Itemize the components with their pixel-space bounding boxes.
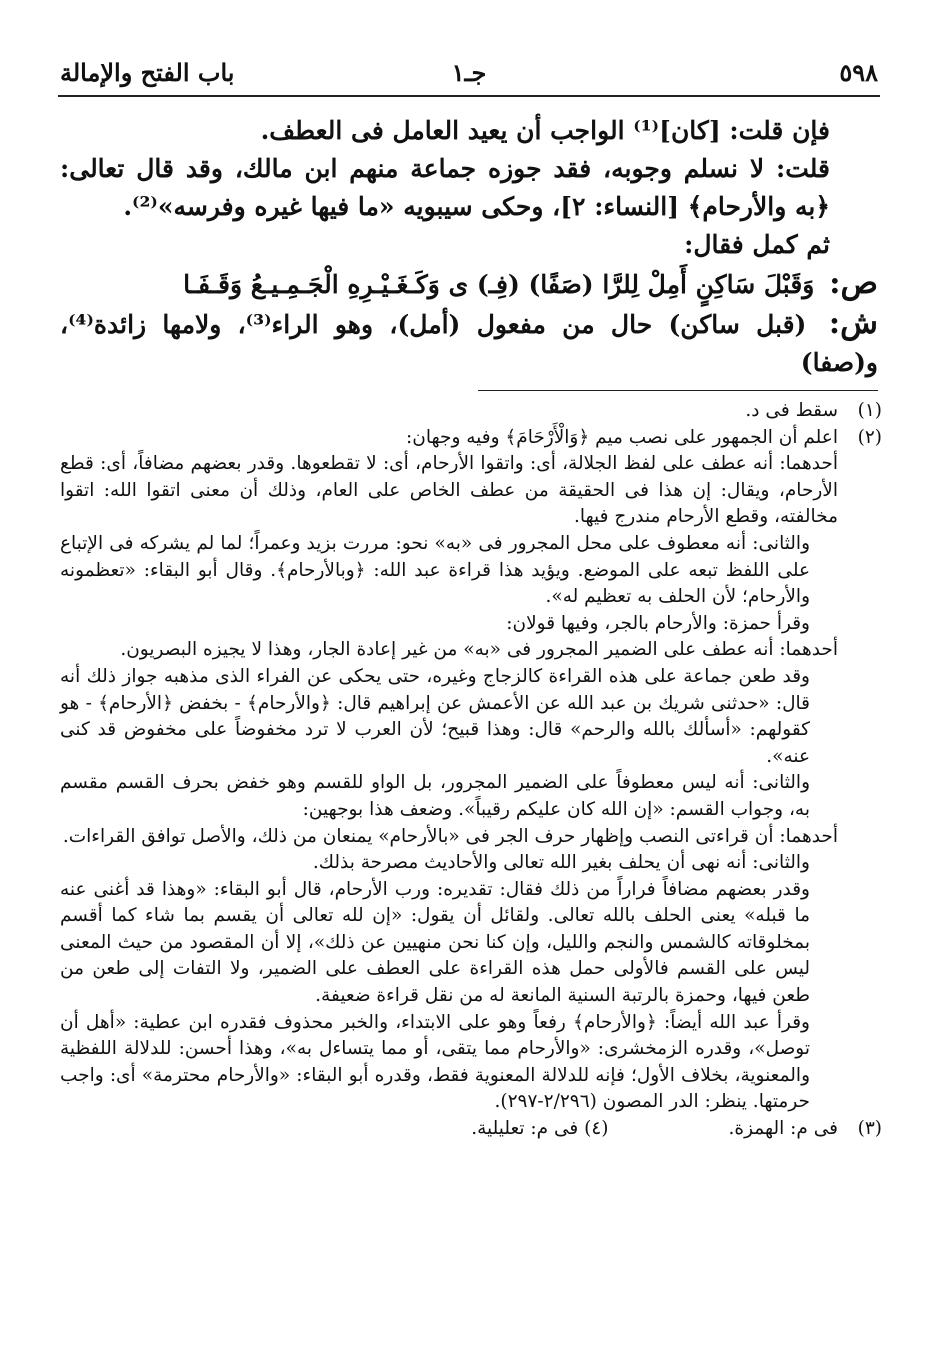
footnote-rule — [478, 390, 878, 391]
footnote — [60, 425, 882, 452]
footnotes — [60, 398, 882, 1143]
footnote-paragraph: أحدهما: أنه عطف على لفظ الجلالة، أى: واتقوا الأرحام، أى: لا تقطعوها. وقدر بعضهم مضافاً، أى: قطع الأرحام، ويقال: إن هذا فى الحقيقة من عطف الخاص على العام، وذلك أن معنى اتقوا الله: اتقوا مخالفته، وقطع الأرحام مندرج فيها. — [60, 453, 838, 528]
verse-line — [60, 264, 878, 304]
commentary-text: (قبل ساكن) حال من مفعول (أمل)، وهو الراء⁽³⁾، ولامها زائدة⁽⁴⁾، و(صفا) — [60, 310, 878, 377]
footnote-text: اعلم أن الجمهور على نصب ميم ﴿وَالْأَرْحَامَ﴾ وفيه وجهان: — [406, 426, 838, 448]
chapter-title: باب الفتح والإمالة — [60, 58, 235, 87]
header-rule — [58, 95, 880, 97]
main-text — [60, 112, 878, 382]
footnote-text: (٤) فى م: تعليلية. — [471, 1118, 609, 1140]
commentary-line — [60, 304, 878, 382]
verse-text: وَقَبْلَ سَاكِنٍ أَمِلْ لِلرَّا (صَفًا) (فِـ) ى وَكَـغَـيْـرِهِ الْجَـمِـيـعُ وَقَـفَـا — [183, 270, 815, 299]
footnote-text: فى م: الهمزة. — [728, 1118, 838, 1140]
footnote-paragraph: وقرأ عبد الله أيضاً: ﴿والأرحام﴾ رفعاً وهو على الابتداء، والخبر محذوف فقدره ابن عطية: «أهل أن توصل»، وقدره الزمخشرى: «والأرحام مما يتقى، أو مما يتساءل به»، وهذا أحسن: للدلالة اللفظية والمعنوية، بخلاف الأول؛ فإنه للدلالة المعنوية فقط، وقدره أبو البقاء: «والأرحام محترمة» أى: واجب حرمتها. ينظر: الدر المصون (٢/٢٩٦-٢٩٧). — [60, 1011, 810, 1113]
main-paragraph: ثم كمل فقال: — [684, 230, 830, 259]
footnote-number: (١) — [857, 400, 882, 421]
footnote-paragraph: وقرأ حمزة: والأرحام بالجر، وفيها قولان: — [506, 612, 810, 634]
footnote-paragraph: أحدهما: أنه عطف على الضمير المجرور فى «به» من غير إعادة الجار، وهذا لا يجيزه البصريون. — [120, 639, 838, 661]
footnote-paragraph: أحدهما: أن قراءتى النصب وإظهار حرف الجر فى «بالأرحام» يمنعان من ذلك، والأصل توافق القراءات. — [62, 825, 838, 847]
commentary-label: ش: — [828, 305, 878, 341]
footnote-paragraph: والثانى: أنه نهى أن يحلف بغير الله تعالى والأحاديث مصرحة بذلك. — [312, 852, 810, 874]
verse-label: ص: — [829, 265, 878, 301]
main-paragraph: فإن قلت: [كان]⁽¹⁾ الواجب أن يعيد العامل فى العطف. — [260, 116, 830, 145]
footnote-paragraph: وقد طعن جماعة على هذه القراءة كالزجاج وغيره، حتى يحكى عن الفراء الذى مذهبه جواز ذلك أنه قال: «حدثنى شريك بن عبد الله عن الأعمش عن إبراهيم قال: ﴿والأرحام﴾ - بخفض ﴿الأرحام﴾ - هو كقولهم: «أسألك بالله والرحم» قال: وهذا قبيح؛ لأن العرب لا ترد مخفوضاً على مخفوض قد كنى عنه». — [60, 665, 810, 767]
footnote-number: (٣) — [857, 1118, 882, 1140]
footnote-line — [60, 1116, 882, 1143]
main-paragraph: قلت: لا نسلم وجوبه، فقد جوزه جماعة منهم ابن مالك، وقد قال تعالى: ﴿به والأرحام﴾ [النساء: ٢]، وحكى سيبويه «ما فيها غيره وفرسه»⁽²⁾. — [60, 154, 830, 221]
footnote-text: سقط فى د. — [745, 400, 838, 421]
page-number: ٥٩٨ — [839, 58, 878, 87]
footnote-paragraph: والثانى: أنه معطوف على محل المجرور فى «به» نحو: مررت بزيد وعمراً؛ لما لم يشركه فى الإتباع على اللفظ تبعه على الموضع. ويؤيد هذا قراءة عبد الله: ﴿وبالأرحام﴾. وقال أبو البقاء: «تعظمونه والأرحام؛ لأن الحلف به تعظيم له». — [60, 532, 810, 608]
volume-label: جـ١ — [451, 58, 487, 87]
footnote-paragraph: والثانى: أنه ليس معطوفاً على الضمير المجرور، بل الواو للقسم وهو خفض بحرف القسم مقسم به، وجواب القسم: «إن الله كان عليكم رقيباً». وضعف هذا بوجهين: — [60, 772, 810, 820]
footnote-paragraph: وقدر بعضهم مضافاً فراراً من ذلك فقال: تقديره: ورب الأرحام، قال أبو البقاء: «وهذا قد أغنى عنه ما قبله» يعنى الحلف بالله تعالى. ولقائل أن يقول: «إن لله تعالى أن يقسم بما شاء كما أقسم بمخلوقاته كالشمس والنجم والليل، وإن كنا نحن منهيين عن ذلك»، إلا أن المقصود من حيث المعنى ليس على القسم فالأولى حمل هذه القراءة على العطف على الضمير، ولا التفات إلى طعن من طعن فيها، وحمزة بالرتبة السنية المانعة له من نقل قراءة ضعيفة. — [60, 878, 810, 1007]
footnote — [60, 398, 882, 425]
footnote — [729, 1116, 883, 1143]
footnote-number: (٢) — [857, 426, 882, 448]
